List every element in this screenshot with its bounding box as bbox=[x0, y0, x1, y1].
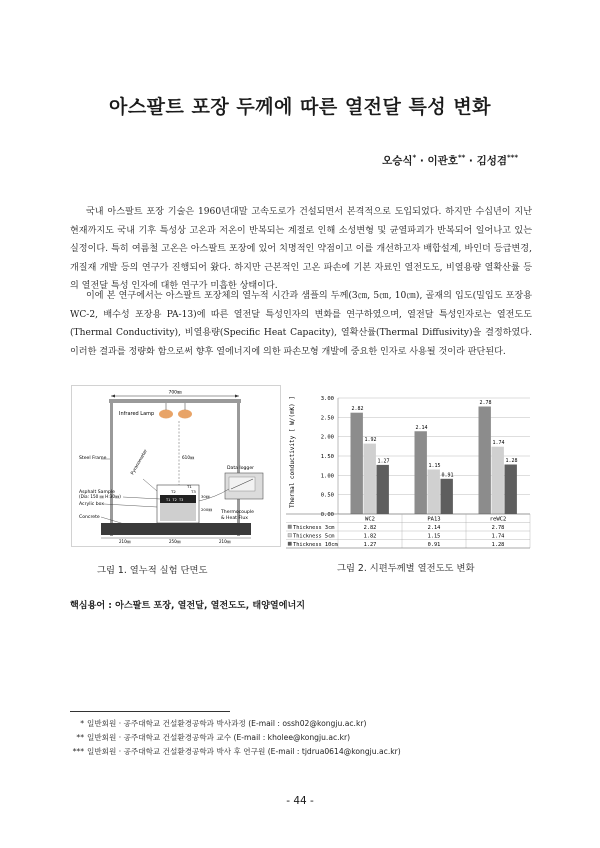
author-3: 김성겸 bbox=[476, 155, 508, 167]
chart-y-axis-label: Thermal conductivity [ W/(mK) ] bbox=[289, 396, 296, 508]
author-1: 오승식 bbox=[382, 155, 413, 167]
fig1-t1: T1 bbox=[187, 484, 192, 489]
fig1-top-dim: 700㎜ bbox=[168, 390, 182, 396]
paper-title: 아스팔트 포장 두께에 따른 열전달 특성 변화 bbox=[108, 96, 492, 118]
chart-table-cell: 2.14 bbox=[427, 525, 441, 531]
footnote-divider bbox=[70, 711, 230, 712]
chart-y-tick-label: 0.00 bbox=[320, 512, 334, 518]
chart-table-cell: 1.15 bbox=[427, 533, 441, 540]
fig1-bottom-mid: 250㎜ bbox=[169, 539, 181, 544]
svg-text:T1 T2 T3: T1 T2 T3 bbox=[166, 498, 184, 502]
fig1-sample-label: Asphalt Sample bbox=[79, 490, 115, 495]
chart-legend-swatch bbox=[288, 525, 292, 529]
figure-1-caption: 그림 1. 열누적 실험 단면도 bbox=[97, 565, 208, 576]
fig1-depth2: 200㎜ bbox=[201, 507, 213, 512]
chart-data-label: 1.27 bbox=[377, 458, 390, 465]
chart-data-label: 1.74 bbox=[492, 440, 505, 447]
keywords-list: 아스팔트 포장, 열전달, 열전도도, 태양열에너지 bbox=[115, 601, 306, 611]
chart-bar bbox=[415, 431, 427, 514]
abstract-paragraph-2: 이에 본 연구에서는 아스팔트 포장체의 열누적 시간과 샘플의 두께(3㎝, 5㎝, 10㎝), 골재의 입도(밀입도 포장용 WC-2, 배수성 포장용 PA-13)에 따른 열전달 특성인자의 변화를 연구하였으며, 열전달 특성인자로는 열전도도(Thermal Conductivity), 비열용량(Specific Heat Capacity), 열확산률(Thermal Diffusivity)을 결정하였다. 이러한 결과를 정량화 함으로써 향후 열에너지에 의한 파손모형 개발에 중요한 인자로 사용될 것이라 판단된다. bbox=[70, 291, 532, 357]
keywords-label: 핵심용어 : bbox=[70, 601, 116, 611]
chart-legend-label: Thickness 5cm bbox=[293, 533, 335, 540]
chart-table-cell: 1.82 bbox=[363, 533, 377, 540]
fig1-frame-label: Steel Frame bbox=[79, 456, 107, 461]
footnote-text: 일반회원 · 공주대학교 건설환경공학과 교수 (E-mail : kholee@kongju.ac.kr) bbox=[87, 733, 351, 742]
author-sep: · bbox=[416, 155, 428, 167]
footnote-text: 일반회원 · 공주대학교 건설환경공학과 박사과정 (E-mail : ossh02@kongju.ac.kr) bbox=[87, 719, 367, 728]
chart-data-label: 1.28 bbox=[505, 458, 518, 465]
fig1-concrete-label: Concrete bbox=[79, 515, 100, 520]
footnote-mark: ** bbox=[76, 733, 84, 742]
footnote-text: 일반회원 · 공주대학교 건설환경공학과 박사 후 연구원 (E-mail : tjdrua0614@kongju.ac.kr) bbox=[87, 747, 401, 756]
figure-2-caption: 그림 2. 시편두께별 열전도도 변화 bbox=[337, 563, 475, 574]
chart-table-cell: 1.74 bbox=[491, 533, 505, 540]
fig1-logger-label: Data logger bbox=[227, 466, 255, 471]
chart-legend-swatch bbox=[288, 534, 292, 538]
chart-y-tick-label: 3.00 bbox=[320, 396, 334, 402]
chart-category-label: PA13 bbox=[427, 516, 441, 523]
chart-bar bbox=[351, 413, 363, 514]
author-2: 이관호 bbox=[427, 155, 458, 167]
fig1-heatflux-label: & Heat Flux bbox=[221, 516, 248, 521]
footnote-mark: *** bbox=[72, 747, 84, 756]
fig1-bottom-left: 210㎜ bbox=[119, 539, 131, 544]
fig1-acrylic-label: Acrylic box bbox=[79, 502, 105, 507]
fig1-dia-label: (Dia: 150 ㎜ H:30㎜) bbox=[79, 494, 121, 499]
fig1-bottom-right: 210㎜ bbox=[219, 539, 231, 544]
fig1-depth1: 30㎜ bbox=[201, 494, 210, 499]
chart-bar bbox=[441, 479, 453, 514]
chart-table-cell: 0.91 bbox=[427, 542, 441, 548]
fig1-thermo-label: Thermocouple bbox=[221, 510, 254, 515]
footnote bbox=[70, 732, 350, 743]
author-1-mark: * bbox=[412, 153, 417, 162]
fig1-pyranometer-label: Pyranometer bbox=[130, 448, 149, 476]
chart-data-label: 1.15 bbox=[428, 463, 441, 470]
chart-y-tick-label: 0.50 bbox=[320, 492, 334, 499]
chart-bar bbox=[364, 444, 376, 514]
footnote bbox=[70, 746, 401, 757]
chart-data-label: 2.14 bbox=[415, 424, 428, 431]
page-number: - 44 - bbox=[286, 795, 314, 807]
figure-2-bar-chart bbox=[286, 390, 534, 550]
footnote-mark: * bbox=[80, 719, 84, 728]
chart-bar bbox=[505, 465, 517, 514]
chart-bar bbox=[479, 407, 491, 514]
author-3-mark: *** bbox=[507, 153, 518, 162]
chart-data-label: 1.92 bbox=[364, 437, 377, 444]
chart-table-cell: 2.82 bbox=[363, 525, 377, 531]
chart-category-label: reWC2 bbox=[489, 516, 507, 523]
fig1-height-dim: 610㎜ bbox=[182, 455, 195, 460]
chart-y-tick-label: 1.50 bbox=[320, 454, 334, 460]
chart-data-label: 2.78 bbox=[479, 400, 492, 407]
chart-table-cell: 1.27 bbox=[363, 542, 377, 548]
chart-category-label: WC2 bbox=[365, 516, 375, 523]
author-2-mark: ** bbox=[457, 153, 466, 162]
fig1-t3: T3 bbox=[191, 489, 196, 494]
chart-y-tick-label: 2.50 bbox=[320, 415, 334, 422]
chart-table-cell: 1.28 bbox=[491, 542, 505, 548]
chart-legend-label: Thickness 3cm bbox=[293, 525, 335, 531]
chart-y-tick-label: 2.00 bbox=[320, 434, 334, 441]
fig1-t2: T2 bbox=[171, 489, 176, 494]
chart-legend-label: Thickness 10cm bbox=[293, 542, 338, 548]
keywords bbox=[70, 598, 305, 611]
chart-bar bbox=[428, 470, 440, 514]
author-line bbox=[382, 153, 518, 168]
chart-table-cell: 2.78 bbox=[491, 525, 505, 531]
chart-data-label: 0.91 bbox=[441, 472, 454, 479]
chart-legend-swatch bbox=[288, 542, 292, 546]
chart-bar bbox=[377, 465, 389, 514]
chart-y-tick-label: 1.00 bbox=[320, 473, 334, 480]
chart-data-label: 2.82 bbox=[351, 406, 364, 413]
fig1-lamp-label: Infrared Lamp bbox=[119, 411, 155, 417]
author-sep: · bbox=[465, 155, 477, 167]
figure-1-setup-diagram bbox=[71, 385, 281, 547]
footnote bbox=[70, 718, 366, 729]
chart-bar bbox=[492, 447, 504, 514]
abstract-paragraph-1: 국내 아스팔트 포장 기술은 1960년대말 고속도로가 건설되면서 본격적으로 도입되었다. 하지만 수십년이 지난 현재까지도 국내 기후 특성상 고온과 저온이 반복되는 계절로 인해 소성변형 및 균열파괴가 반복되어 일어나고 있는 실정이다. 특히 여름철 고온은 아스팔트 포장에 있어 치명적인 약점이고 이를 개선하고자 배합설계, 바인더 등급변경, 개질재 개발 등의 연구가 진행되어 왔다. 하지만 근본적인 고온 파손에 기본 자료인 열전도도, 비열용량 열확산률 등의 열전달 특성 인자에 대한 연구가 미흡한 상태이다. bbox=[70, 207, 532, 292]
